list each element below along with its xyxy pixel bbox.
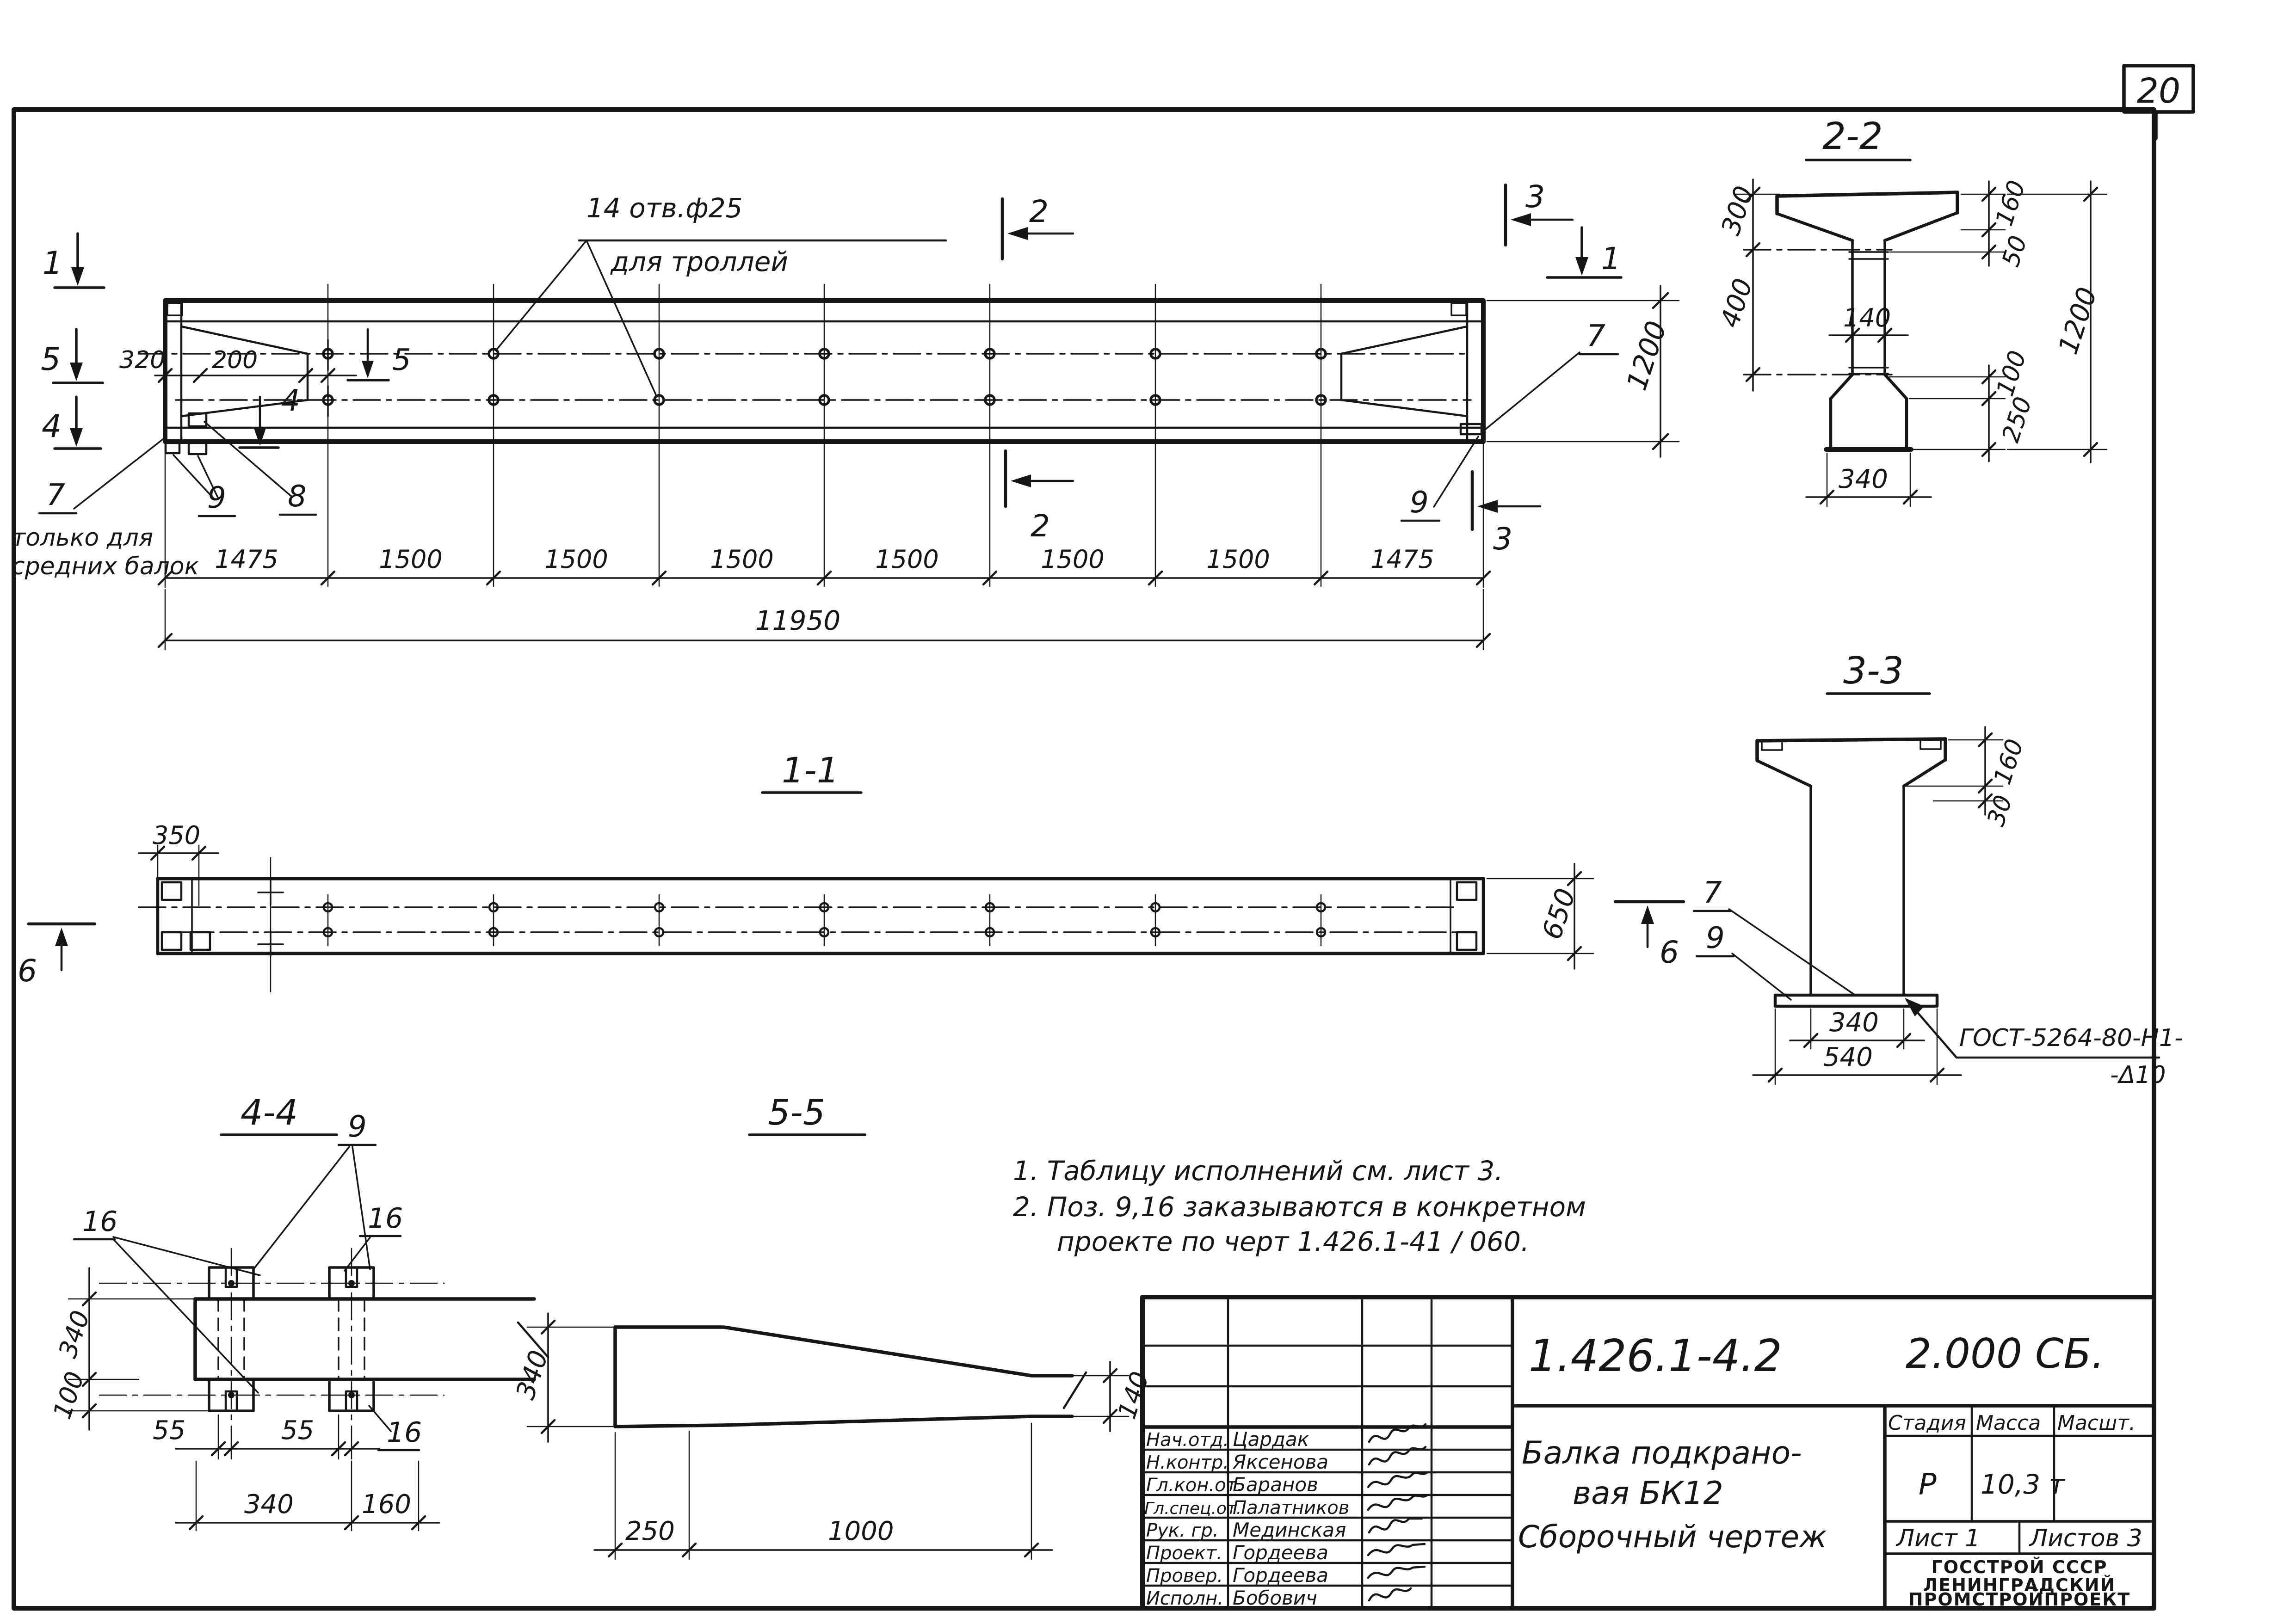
svg-text:160: 160 <box>1988 736 2030 788</box>
section-3-3-title: 3-3 <box>1843 649 1904 692</box>
svg-text:140: 140 <box>1843 303 1891 332</box>
role-label: Н.контр. <box>1146 1452 1229 1473</box>
doc-code: 2.000 СБ. <box>1906 1330 2105 1378</box>
svg-text:16: 16 <box>368 1202 403 1235</box>
doc-number: 1.426.1-4.2 <box>1529 1331 1782 1382</box>
role-label: Рук. гр. <box>1146 1520 1219 1541</box>
notes <box>1013 1155 1586 1257</box>
svg-text:16: 16 <box>387 1416 422 1449</box>
svg-text:2: 2 <box>1031 508 1050 544</box>
note-2: 2. Поз. 9,16 заказываются в конкретном <box>1013 1191 1586 1223</box>
svg-text:30: 30 <box>1982 792 2018 830</box>
svg-text:1475: 1475 <box>215 545 278 574</box>
mass-value: 10,3 т <box>1981 1469 2065 1500</box>
svg-text:7: 7 <box>46 478 65 512</box>
svg-text:400: 400 <box>1715 275 1759 332</box>
svg-text:250: 250 <box>1997 394 2038 446</box>
role-name: Цардак <box>1233 1428 1309 1451</box>
svg-text:160: 160 <box>1990 177 2031 230</box>
drawing-title-line2: вая БК12 <box>1573 1475 1723 1512</box>
svg-text:1: 1 <box>1601 241 1621 277</box>
svg-text:5: 5 <box>41 341 61 378</box>
svg-text:1500: 1500 <box>379 545 443 574</box>
view-1-1-title: 1-1 <box>782 750 839 791</box>
svg-text:1500: 1500 <box>710 545 774 574</box>
role-name: Гордеева <box>1233 1564 1328 1587</box>
svg-text:200: 200 <box>212 346 258 374</box>
svg-text:1: 1 <box>43 245 63 282</box>
svg-text:650: 650 <box>1536 885 1582 943</box>
hole-note-line1: 14 отв.ф25 <box>586 192 743 224</box>
svg-text:9: 9 <box>207 481 226 515</box>
note-2-cont: проекте по черт 1.426.1-41 / 060. <box>1057 1226 1530 1257</box>
svg-text:9: 9 <box>1410 486 1429 520</box>
svg-text:55: 55 <box>153 1415 186 1446</box>
svg-text:350: 350 <box>153 821 201 850</box>
page-number: 20 <box>2136 71 2181 111</box>
svg-text:4: 4 <box>42 408 62 445</box>
role-name: Мединская <box>1233 1519 1346 1541</box>
svg-text:340: 340 <box>244 1489 294 1519</box>
stage-value: Р <box>1919 1468 1937 1502</box>
svg-text:6: 6 <box>1660 935 1679 970</box>
weld-note-line1: ГОСТ-5264-80-Н1- <box>1959 1024 2183 1052</box>
svg-text:6: 6 <box>18 953 37 989</box>
svg-text:1500: 1500 <box>544 545 608 574</box>
role-label: Гл.спец.от. <box>1144 1499 1242 1518</box>
drawing-title-line1: Балка подкрано- <box>1522 1435 1802 1471</box>
org-line2: ЛЕНИНГРАДСКИЙ <box>1923 1575 2116 1595</box>
col-mass: Масса <box>1976 1411 2041 1435</box>
svg-text:100: 100 <box>1991 347 2032 400</box>
svg-text:5: 5 <box>392 343 411 377</box>
svg-text:250: 250 <box>625 1516 675 1546</box>
svg-text:1000: 1000 <box>828 1516 894 1546</box>
svg-text:7: 7 <box>1586 319 1605 353</box>
svg-text:9: 9 <box>1706 921 1725 955</box>
weld-note-line2: -Δ10 <box>2110 1061 2166 1089</box>
role-name: Яксенова <box>1233 1451 1329 1473</box>
svg-text:320: 320 <box>119 346 166 374</box>
svg-text:340: 340 <box>510 1347 555 1403</box>
role-label: Нач.отд. <box>1146 1429 1229 1451</box>
svg-text:9: 9 <box>348 1110 367 1144</box>
role-name: Бобович <box>1233 1587 1317 1609</box>
svg-text:1500: 1500 <box>1041 545 1105 574</box>
svg-text:8: 8 <box>288 480 307 514</box>
svg-text:7: 7 <box>1703 876 1722 910</box>
svg-text:340: 340 <box>1829 1008 1879 1038</box>
role-label: Проект. <box>1146 1543 1222 1564</box>
svg-text:4: 4 <box>281 384 300 418</box>
role-name: Палатников <box>1233 1497 1350 1519</box>
section-2-2-title: 2-2 <box>1822 115 1883 158</box>
svg-text:1200: 1200 <box>1620 317 1673 394</box>
svg-text:300: 300 <box>1716 182 1760 239</box>
hole-note-line2: для троллей <box>611 246 789 277</box>
svg-text:3: 3 <box>1525 179 1545 215</box>
role-name: Баранов <box>1233 1473 1318 1496</box>
svg-text:340: 340 <box>1839 464 1888 494</box>
view-4-4-title: 4-4 <box>241 1092 298 1133</box>
svg-text:3: 3 <box>1493 521 1512 557</box>
col-scale: Масшт. <box>2057 1411 2136 1435</box>
left-note-line2: средних балок <box>12 553 199 580</box>
note-1: 1. Таблицу исполнений см. лист 3. <box>1013 1155 1503 1187</box>
sheet-label: Лист 1 <box>1896 1525 1981 1552</box>
svg-text:1500: 1500 <box>875 545 939 574</box>
sheets-label: Листов 3 <box>2030 1525 2142 1552</box>
svg-text:2: 2 <box>1029 194 1049 229</box>
org-line1: ГОССТРОЙ СССР <box>1931 1557 2108 1577</box>
svg-text:1475: 1475 <box>1370 545 1434 574</box>
svg-text:540: 540 <box>1823 1042 1873 1072</box>
role-label: Гл.кон.от. <box>1146 1475 1243 1496</box>
svg-text:160: 160 <box>362 1489 411 1519</box>
svg-text:1500: 1500 <box>1206 545 1270 574</box>
svg-text:100: 100 <box>47 1368 90 1423</box>
col-stage: Стадия <box>1888 1411 1966 1435</box>
drawing-title-line3: Сборочный чертеж <box>1518 1519 1827 1555</box>
role-name: Гордеева <box>1233 1541 1328 1564</box>
svg-text:16: 16 <box>82 1206 118 1238</box>
role-label: Провер. <box>1146 1565 1223 1587</box>
svg-text:50: 50 <box>1997 232 2033 271</box>
svg-text:140: 140 <box>1112 1368 1155 1423</box>
org-line3: ПРОМСТРОЙПРОЕКТ <box>1908 1589 2131 1610</box>
svg-text:11950: 11950 <box>755 605 841 636</box>
svg-text:340: 340 <box>53 1307 96 1362</box>
svg-text:55: 55 <box>281 1415 315 1446</box>
left-note-line1: только для <box>12 524 154 552</box>
svg-text:1200: 1200 <box>2052 283 2103 358</box>
view-5-5-title: 5-5 <box>768 1092 826 1133</box>
role-label: Исполн. <box>1146 1588 1223 1609</box>
